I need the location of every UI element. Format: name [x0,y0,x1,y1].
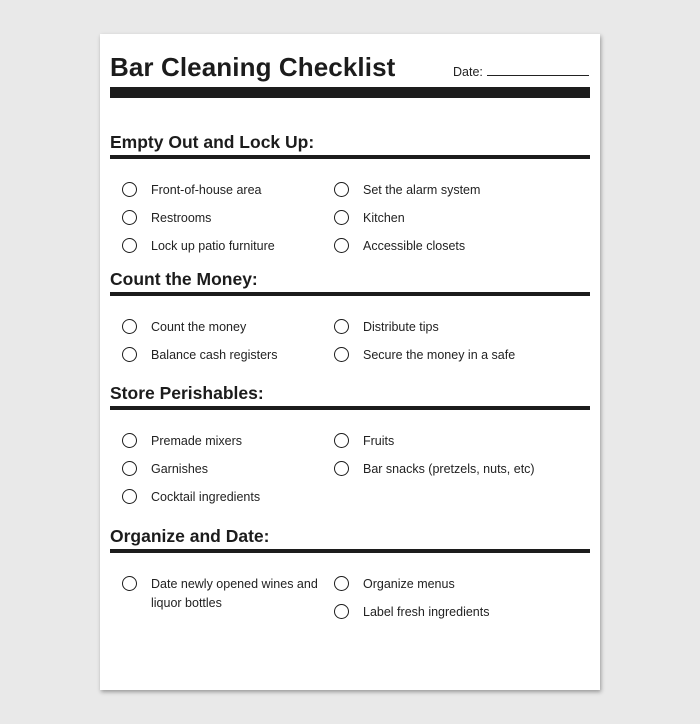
checkbox-circle[interactable] [122,489,137,504]
item-label: Label fresh ingredients [363,605,490,619]
item-label: Fruits [363,434,395,448]
item-label: Accessible closets [363,239,466,253]
checklist-item[interactable] [334,432,394,451]
item-label: Lock up patio furniture [151,239,275,253]
checkbox-circle[interactable] [122,347,137,362]
checklist-item[interactable] [334,603,489,622]
item-label: Count the money [151,320,247,334]
checklist-item[interactable] [334,181,480,200]
section-count-the-money [110,269,590,362]
item-label: Date newly opened wines and liquor bottles [151,577,318,610]
checklist-item[interactable] [122,488,260,507]
section-rule [110,406,590,410]
item-label: Balance cash registers [151,348,278,362]
item-label: Restrooms [151,211,212,225]
checkbox-circle[interactable] [334,576,349,591]
checklist-item[interactable] [122,432,242,451]
checklist-item[interactable] [122,346,277,365]
checkbox-circle[interactable] [334,238,349,253]
item-label: Front-of-house area [151,183,262,197]
page-title: Bar Cleaning Checklist [110,52,396,82]
checkbox-circle[interactable] [122,433,137,448]
item-label: Premade mixers [151,434,242,448]
checklist-item[interactable] [122,460,208,479]
checklist-item[interactable] [122,318,246,337]
checkbox-circle[interactable] [122,576,137,591]
date-input-line[interactable] [487,65,589,76]
checklist-item[interactable] [334,209,405,228]
section-title: Empty Out and Lock Up: [110,132,315,152]
checkbox-circle[interactable] [122,319,137,334]
checkbox-circle[interactable] [334,433,349,448]
item-label: Cocktail ingredients [151,490,261,504]
checkbox-circle[interactable] [122,182,137,197]
checklist-item[interactable] [334,237,465,256]
header-rule [110,87,590,98]
checklist-item[interactable] [122,181,261,200]
item-label: Organize menus [363,577,455,591]
item-label: Kitchen [363,211,405,225]
checkbox-circle[interactable] [334,347,349,362]
checkbox-circle[interactable] [334,461,349,476]
section-store-perishables [110,383,590,504]
checklist-item[interactable] [122,237,275,256]
checkbox-circle[interactable] [122,461,137,476]
item-label: Garnishes [151,462,208,476]
checkbox-circle[interactable] [334,182,349,197]
item-label: Bar snacks (pretzels, nuts, etc) [363,462,535,476]
item-label: Set the alarm system [363,183,481,197]
checkbox-circle[interactable] [334,210,349,225]
checklist-item[interactable] [334,575,455,594]
checklist-page [100,34,600,690]
section-rule [110,155,590,159]
checkbox-circle[interactable] [122,238,137,253]
checklist-item[interactable] [334,318,439,337]
section-title: Organize and Date: [110,526,270,546]
checklist-item[interactable] [122,575,321,613]
section-organize-and-date [110,526,590,619]
checkbox-circle[interactable] [334,604,349,619]
date-field [453,65,589,79]
checklist-item[interactable] [334,346,515,365]
checklist-item[interactable] [122,209,211,228]
checklist-item[interactable] [334,460,535,479]
checkbox-circle[interactable] [334,319,349,334]
section-title: Store Perishables: [110,383,264,403]
section-rule [110,549,590,553]
item-label: Distribute tips [363,320,439,334]
item-label: Secure the money in a safe [363,348,516,362]
section-empty-out-lock-up [110,132,590,253]
section-title: Count the Money: [110,269,258,289]
section-rule [110,292,590,296]
date-label: Date: [453,65,483,79]
checkbox-circle[interactable] [122,210,137,225]
